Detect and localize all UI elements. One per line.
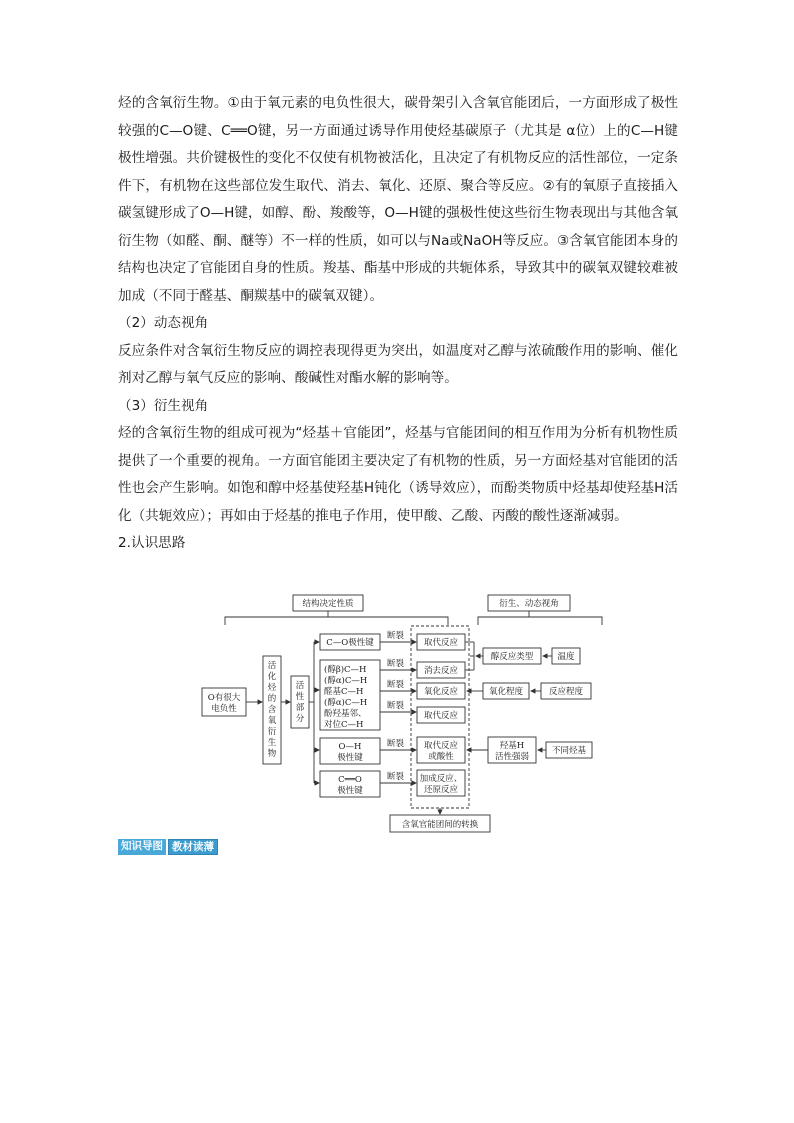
svg-text:或酸性: 或酸性 [428,752,454,762]
svg-text:还原反应: 还原反应 [423,785,459,795]
svg-text:生: 生 [267,738,277,748]
paragraph-derivative: 烃的含氧衍生物的组成可视为“烃基＋官能团”，烃基与官能团间的相互作用为分析有机物性质提供了一个重要的视角。一方面官能团主要决定了有机物的性质，另一方面烃基对官能团的活性也会产生影响。如饱和醇中烃基使羟基H钝化（诱导效应），而酚类物质中烃基却使羟基H活化（共轭效应）；再如由于烃基的推电子作用，使甲酸、乙酸、丙酸的酸性逐渐减弱。 [118,425,678,524]
svg-text:断裂: 断裂 [387,680,405,690]
structure-label: 结构决定性质 [302,599,354,609]
svg-text:断裂: 断裂 [387,659,405,669]
svg-text:O有很大: O有很大 [207,693,241,703]
svg-text:取代反应: 取代反应 [423,638,459,648]
heading-dynamic: （2）动态视角 [118,315,209,331]
svg-text:醛基C—H: 醛基C—H [324,687,364,697]
svg-text:活: 活 [295,681,305,691]
svg-text:酚羟基邻、: 酚羟基邻、 [324,709,367,719]
textbook-thin-tag[interactable]: 教材读薄 [168,839,218,855]
svg-text:羟基H: 羟基H [499,741,525,751]
svg-text:化: 化 [267,672,277,682]
heading-thinking: 2.认识思路 [118,535,186,551]
svg-text:反应程度: 反应程度 [548,687,584,697]
top-left-bracket [225,617,448,625]
svg-text:含氧官能团间的转换: 含氧官能团间的转换 [401,820,479,830]
svg-text:C══O: C══O [338,775,362,785]
text-content [118,90,678,558]
svg-text:含: 含 [267,705,277,715]
paragraph-dynamic: 反应条件对含氧衍生物反应的调控表现得更为突出，如温度对乙醇与浓硫酸作用的影响、催化剂对乙醇与氧气反应的影响、酸碱性对酯水解的影响等。 [118,342,678,386]
svg-text:性: 性 [295,692,305,702]
knowledge-map-tag[interactable]: 知识导图 [118,839,166,855]
svg-text:极性键: 极性键 [337,753,363,763]
svg-text:C—O极性键: C—O极性键 [326,638,374,648]
top-right-bracket [478,617,602,625]
svg-text:活性强弱: 活性强弱 [494,752,530,762]
svg-text:电负性: 电负性 [211,704,237,714]
svg-text:温度: 温度 [557,652,575,662]
svg-text:(醇α)C—H: (醇α)C—H [324,698,368,708]
svg-text:(醇α)C—H: (醇α)C—H [324,676,368,686]
svg-text:断裂: 断裂 [387,701,405,711]
svg-text:断裂: 断裂 [387,739,405,749]
paragraph-intro: 烃的含氧衍生物。①由于氧元素的电负性很大，碳骨架引入含氧官能团后，一方面形成了极性较强的C—O键、C══O键，另一方面通过诱导作用使烃基碳原子（尤其是 α位）上的C—H键极性增强。共价键极性的变化不仅使有机物被活化，且决定了有机物反应的活性部位，一定条件下，有机物在这些部位发生取代、消去、氧化、还原、聚合等反应。②有的氧原子直接插入碳氢键形成了O—H键，如醇、酚、羧酸等，O—H键的强极性使这些衍生物表现出与其他含氧衍生物（如醛、酮、醚等）不一样的性质，如可以与Na或NaOH等反应。③含氧官能团本身的结构也决定了官能团自身的性质。羧基、酯基中形成的共轭体系，导致其中的碳氧双键较难被加成（不同于醛基、酮羰基中的碳氧双键）。 [118,95,678,304]
svg-text:取代反应: 取代反应 [423,711,459,721]
svg-text:部: 部 [295,703,305,713]
svg-text:醇反应类型: 醇反应类型 [490,652,534,662]
diagram-svg [200,590,610,835]
svg-text:取代反应: 取代反应 [423,741,459,751]
svg-text:活: 活 [267,661,277,671]
svg-text:氧化反应: 氧化反应 [423,687,459,697]
heading-derivative: （3）衍生视角 [118,397,209,414]
svg-text:氧: 氧 [267,716,277,726]
svg-text:分: 分 [295,714,305,724]
concept-diagram [200,590,610,835]
activated-vertical-text [268,660,277,759]
tag-bar [118,839,218,855]
svg-text:(醇β)C—H: (醇β)C—H [324,665,367,675]
svg-text:断裂: 断裂 [387,631,405,641]
svg-text:加成反应、: 加成反应、 [419,774,463,784]
svg-text:O—H: O—H [338,742,362,752]
svg-text:衍: 衍 [267,727,277,737]
svg-text:物: 物 [267,749,277,759]
svg-text:极性键: 极性键 [337,786,363,796]
svg-text:烃: 烃 [267,683,277,693]
svg-text:不同烃基: 不同烃基 [551,746,587,756]
svg-text:断裂: 断裂 [387,772,405,782]
svg-text:氧化程度: 氧化程度 [488,687,524,697]
derivative-label: 衍生、动态视角 [499,599,559,609]
svg-text:对位C—H: 对位C—H [324,720,364,730]
svg-text:消去反应: 消去反应 [423,666,459,676]
svg-text:的: 的 [267,694,277,704]
